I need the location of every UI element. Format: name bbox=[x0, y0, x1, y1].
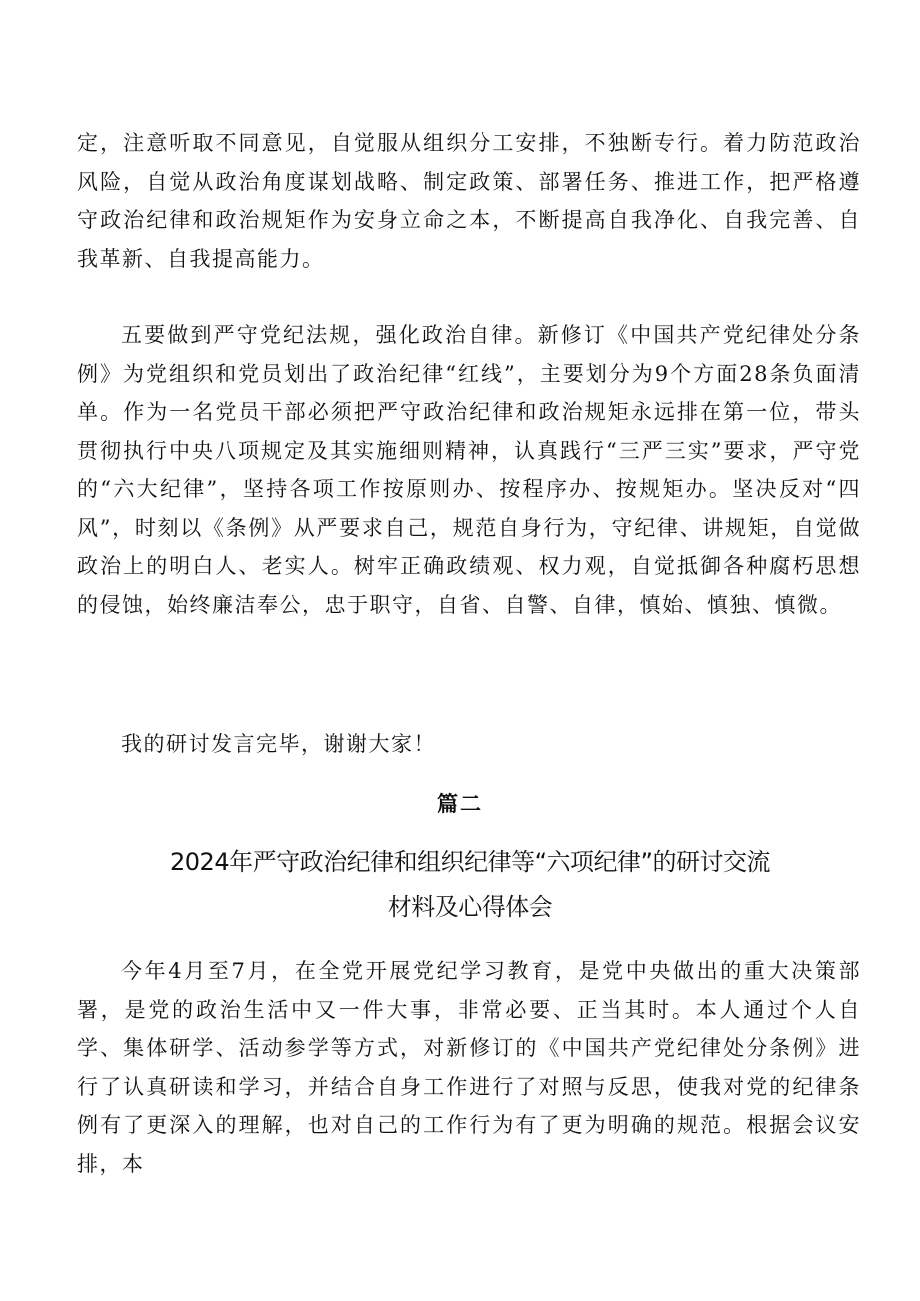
title-line-2: 材料及心得体会 bbox=[387, 893, 553, 921]
paragraph-intro: 今年4月至7月，在全党开展党纪学习教育，是党中央做出的重大决策部署，是党的政治生活中又一件大事，非常必要、正当其时。本人通过个人自学、集体研学、活动参学等方式，对新修订的《中国共产党纪律处分条例》进行了认真研读和学习，并结合自身工作进行了对照与反思，使我对党的纪律条例有了更深入的理解，也对自己的工作行为有了更为明确的规范。根据会议安排，本 bbox=[77, 959, 861, 1176]
paragraph-continuation: 定，注意听取不同意见，自觉服从组织分工安排，不独断专行。着力防范政治风险，自觉从政治角度谋划战略、制定政策、部署任务、推进工作，把严格遵守政治纪律和政治规矩作为安身立命之本，不断提高自我净化、自我完善、自我革新、自我提高能力。 bbox=[77, 131, 861, 271]
paragraph-point-five: 五要做到严守党纪法规，强化政治自律。新修订《中国共产党纪律处分条例》为党组织和党员划出了政治纪律“红线”，主要划分为9个方面28条负面清单。作为一名党员干部必须把严守政治纪律和政治规矩永远排在第一位，带头贯彻执行中央八项规定及其实施细则精神，认真践行“三严三实”要求，严守党的“六大纪律”，坚持各项工作按原则办、按程序办、按规矩办。坚决反对“四风”，时刻以《条例》从严要求自己，规范自身行为，守纪律、讲规矩，自觉做政治上的明白人、老实人。树牢正确政绩观、权力观，自觉抵御各种腐朽思想的侵蚀，始终廉洁奉公，忠于职守，自省、自警、自律，慎始、慎独、慎微。 bbox=[77, 323, 861, 617]
paragraph-closing: 我的研讨发言完毕，谢谢大家！ bbox=[121, 732, 436, 756]
section-label: 篇二 bbox=[437, 791, 483, 816]
document-title bbox=[120, 840, 820, 930]
title-line-1: 2024年严守政治纪律和组织纪律等“六项纪律”的研讨交流 bbox=[170, 848, 770, 876]
